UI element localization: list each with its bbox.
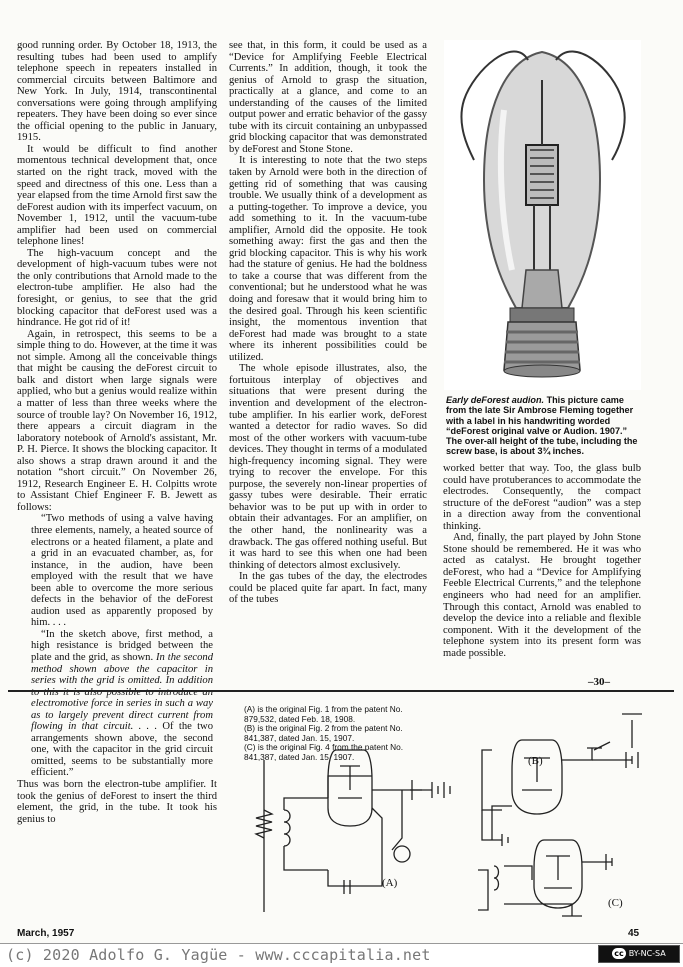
fig-note-b: (B) is the original Fig. 2 from the patent No. 841,387, dated Jan. 15, 1907. <box>244 723 403 743</box>
middle-column-paragraph <box>229 40 427 155</box>
paragraph-text: good running order. By October 18, 1913, the resulting tubes had been used to amplify telephone speech in repeaters installed in commercial circuits between Baltimore and New York. In July, 1914, transcontinental conversations were going through amplifying repeaters. They have been doing so ever since the official opening to the public in January, 1915. <box>17 40 217 144</box>
audion-tube-image <box>444 40 641 390</box>
paragraph-text: The whole episode illustrates, also, the fortuitous interplay of objectives and situations that were present during the invention and development of the electron-tube amplifier. In his earlier work, deForest wanted a detector for radio waves. So did most of the other workers with vacuum-tube devices. They thought in terms of a modulated high-frequency incoming signal. They were trying to recover the envelope. For this purpose, the severely non-linear properties of gassy tubes were desirable. Their erratic behavior was to be put up with in order to obtain their advantages. For an amplifier, on the other hand, the nonlinearity was a drawback. The gas offered nothing useful. But it was hard to see this when one had been thinking of detectors almost exclusively. <box>229 363 427 571</box>
fig-label-a: (A) <box>382 877 398 889</box>
text-column-left <box>17 40 217 825</box>
paragraph-text: see that, in this form, it could be used as a “Device for Amplifying Feeble Electrical Currents.” In addition, though, it took the genius of Arnold to grasp the situation, practically at a glance, and come to an understanding of the causes of the limited output power and erratic behavior of the gassy tube with its circuit containing an unbypassed grid blocking capacitor that was demonstrated by deForest and Stone Stone. <box>229 40 427 155</box>
right-column-paragraph <box>443 532 641 659</box>
text-column-right <box>443 463 641 659</box>
footer-date: March, 1957 <box>17 928 75 939</box>
circuit-diagrams <box>232 690 662 925</box>
paragraph-text: Thus was born the electron-tube amplifier. It took the genius of deForest to insert the third element, the grid, in the tube. It took his genius to <box>17 779 217 825</box>
right-column-paragraph <box>443 463 641 532</box>
left-column-paragraph <box>17 779 217 825</box>
paragraph-text: It is interesting to note that the two steps taken by Arnold were both in the direction of getting rid of something that was causing trouble. We usually think of a development as a putting-together. To improve a device, you add something to it. In the vacuum-tube amplifier, Arnold did the opposite. He took something away: first the gas and then the grid blocking capacitor. This is why his work had the stature of genius. He had the boldness to take a course that was different from the conventional; but he understood what he was doing and foresaw that it would bring him to the desired goal. Through his keen scientific insight, the momentous invention that deForest had made was brought to a state where its inherent possibilities could be utilized. <box>229 155 427 363</box>
copyright-text: (c) 2020 Adolfo G. Yagüe - www.cccapitalia.net <box>6 946 431 964</box>
middle-column-paragraph <box>229 155 427 363</box>
paragraph-text: worked better that way. Too, the glass bulb could have protuberances to accommodate the electrodes. Consequently, the compact structure of the deForest “audion” was a step in a direction away from the conventional thinking. <box>443 463 641 532</box>
paragraph-text: “Two methods of using a valve having three elements, namely, a heated source of electrons or a heated filament, a plate and a grid in an evacuated chamber, as, for instance, in the audion, have been employed with the result that we have been able to overcome the more serious defects in the behavior of the deForest audion used as apparently proposed by him. . . . <box>31 513 213 629</box>
paragraph-text: It would be difficult to find another momentous technical development that, once started on the right track, moved with the speed and directness of this one. Less than a year elapsed from the time Arnold first saw the deForest audion with its imperfect vacuum, on November 1, 1912, until the vacuum-tube amplifier had been used on commercial telephone lines! <box>17 143 217 248</box>
paragraph-italic: In the second method shown above the capacitor in series with the grid is omitted. In addition to this it is also possible to introduce an electromotive force in series in such a way as to largely prevent direct current from flowing in that circuit. . . . <box>31 651 213 733</box>
paragraph-text: And, finally, the part played by John Stone Stone should be remembered. He it was who acted as catalyst. He brought together deForest, who had a “Device for Amplifying Feeble Electrical Currents,” and the telephone engineers who had need for an amplifier. Through this contact, Arnold was enabled to develop the device into a reliable and flexible component. With it the development of the telephone system into its present form was made possible. <box>443 532 641 659</box>
photo-caption <box>446 395 642 457</box>
left-column-paragraph <box>17 513 217 628</box>
middle-column-paragraph <box>229 571 427 606</box>
left-column-paragraph <box>17 629 217 779</box>
left-column-paragraph <box>17 329 217 514</box>
fig-label-c: (C) <box>608 897 623 909</box>
paragraph-text: “In the sketch above, first method, a high resistance is bridged between the plate and the grid, as shown. <box>31 628 213 663</box>
paragraph-text: The high-vacuum concept and the development of high-vacuum tubes were not the only contributions that Arnold made to the electron-tube amplifier. He also had the foresight, or genius, to see that the grid blocking capacitor that deForest used was a hindrance. He got rid of it! <box>17 247 217 329</box>
cc-icon: cc <box>614 949 624 958</box>
paragraph-text: Of the two arrangements shown above, the second one, with the capacitor in the grid circuit omitted, seems to be substantially more efficient.” <box>31 721 213 779</box>
patent-figures <box>232 690 662 925</box>
fig-label-b: (B) <box>528 755 543 767</box>
caption-lead: Early deForest audion. <box>446 395 545 405</box>
cc-license-badge[interactable] <box>598 945 680 963</box>
caption-text: This picture came from the late Sir Ambrose Fleming together with a label in his handwriting worded “deForest original valve or Audion. 1907.” The over-all height of the tube, including the screw base, is about 3¾ inches. <box>446 395 638 457</box>
paragraph-text: In the gas tubes of the day, the electrodes could be placed quite far apart. In fact, many of the tubes <box>229 571 427 606</box>
fig-note-c: (C) is the original Fig. 4 from the patent No. 841,387, dated Jan. 15, 1907. <box>244 742 404 762</box>
left-column-paragraph <box>17 248 217 329</box>
middle-column-paragraph <box>229 363 427 571</box>
audion-photo <box>444 40 641 390</box>
footer-page-number: 45 <box>628 928 640 939</box>
paragraph-text: Again, in retrospect, this seems to be a simple thing to do. However, at the time it was not simple. Among all the conceivable things that might be causing the deForest circuit to balk and distort when large signals were applied, who but a genius would realize within a matter of less than three weeks where the source of trouble lay? On November 16, 1912, there appears a circuit diagram in the laboratory notebook of Arnold's assistant, Mr. P. H. Pierce. It shows the blocking capacitor. It also shows a strap drawn around it and the notation “short circuit.” On November 26, 1912, Research Engineer E. H. Colpitts wrote to Assistant Chief Engineer F. B. Jewett as follows: <box>17 328 217 513</box>
left-column-paragraph <box>17 144 217 248</box>
text-column-middle <box>229 40 427 606</box>
left-column-paragraph <box>17 40 217 144</box>
end-marker: –30– <box>588 676 610 688</box>
license-label: BY-NC-SA <box>628 949 666 958</box>
fig-note-a: (A) is the original Fig. 1 from the patent No. 879,532, dated Feb. 18, 1908. <box>244 704 403 724</box>
